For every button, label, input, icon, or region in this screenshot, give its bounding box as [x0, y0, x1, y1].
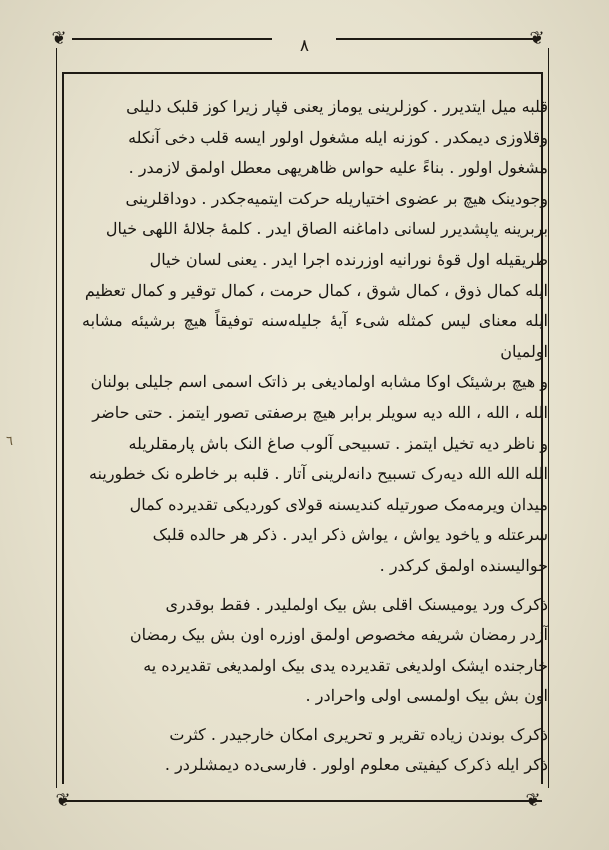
page-number: ٨	[299, 36, 310, 56]
text-line: و هیچ برشیئک اوکا مشابه اولمادیغی بر ذاتک اسمی اسم جلیلی بولنان	[90, 372, 548, 392]
text-line: بربرینه یاپشدیرر لسانی داماغنه الصاق ایدر . کلمهٔ جلالهٔ اللهی خیال	[105, 219, 548, 239]
text-line: حوالیسنده اولمق کرکدر .	[379, 555, 548, 575]
text-line: قلبه میل ایتدیرر . کوزلرینی یوماز یعنی قپار زیرا کوز قلبک دلیلی	[126, 97, 548, 116]
paragraph	[82, 720, 548, 781]
frame-inner-top-rule	[62, 72, 542, 74]
frame-outer-left-rule	[56, 48, 57, 788]
body-text	[82, 92, 548, 781]
text-line: الله الله الله دیه‌رک تسبیح دانه‌لرینی آتار . قلبه بر خاطره نک خطورینه	[88, 464, 548, 484]
text-line: ذکرک ورد یومیسنک اقلی بش بیک اولملیدر . فقط بوقدری	[165, 594, 548, 614]
text-line: سرعتله و یاخود یواش ، یواش ذکر ایدر . ذکر هر حالده قلبک	[152, 525, 548, 545]
fleuron-top-left-icon: ❦	[51, 28, 67, 49]
margin-note: ٦	[6, 434, 13, 449]
text-line: الله ، الله ، الله دیه سویلر برابر هیچ برصفتی تصور ایتمز . حتی حاضر	[92, 402, 548, 422]
paragraph	[82, 590, 548, 712]
fleuron-top-right-icon: ❦	[529, 28, 545, 49]
frame-left-rule	[62, 72, 64, 784]
text-line: ذکرک بوندن زیاده تقریر و تحریری امکان خارجیدر . کثرت	[169, 724, 548, 744]
text-line: مشغول اولور . بناءً علیه حواس ظاهریهی معطل اولمق لازمدر .	[128, 158, 548, 178]
text-line: و ناظر دیه تخیل ایتمز . تسبیحی آلوب صاغ النک باش پارمقلریله	[128, 433, 548, 453]
text-line: ذکر ایله ذکرک کیفیتی معلوم اولور . فارسی‌ده دیمشلردر .	[164, 755, 548, 775]
fleuron-bottom-right-icon: ❦	[525, 790, 541, 811]
text-line: میدان ویرمه‌مک صورتیله کندیسنه قولای کوردیکی تقدیرده کمال	[129, 494, 548, 514]
fleuron-bottom-left-icon: ❦	[55, 790, 71, 811]
text-line: آزدر رمضان شریفه مخصوص اولمق اوزره اون بش بیک رمضان	[129, 625, 548, 645]
text-line: وقلاوزی دیمکدر . کوزنه ایله مشغول اولور ایسه قلب دخی آنکله	[128, 127, 548, 147]
text-line: اون بش بیک اولمسی اولی واحرادر .	[305, 686, 548, 706]
paragraph	[82, 92, 548, 582]
text-line: ایله معنای لیس کمثله شیء آیهٔ جلیله‌سنه توفیقاً هیچ برشیئه مشابه اولمیان	[82, 311, 548, 361]
frame-bottom-rule	[62, 800, 542, 802]
text-line: وجودینک هیچ بر عضوی اختیاریله حرکت ایتمیه‌جکدر . دوداقلرینی	[125, 188, 548, 208]
text-line: ایله کمال ذوق ، کمال شوق ، کمال حرمت ، کمال توقیر و کمال تعظیم	[84, 280, 548, 300]
text-line: خارجنده ایشک اولدیغی تقدیرده یدی بیک اولمدیغی تقدیرده یه	[143, 655, 548, 675]
text-line: طریقیله اول قوهٔ نورانیه اوزرنده اجرا ایدر . یعنی لسان خیال	[149, 249, 548, 269]
frame-outer-right-rule	[548, 48, 549, 788]
